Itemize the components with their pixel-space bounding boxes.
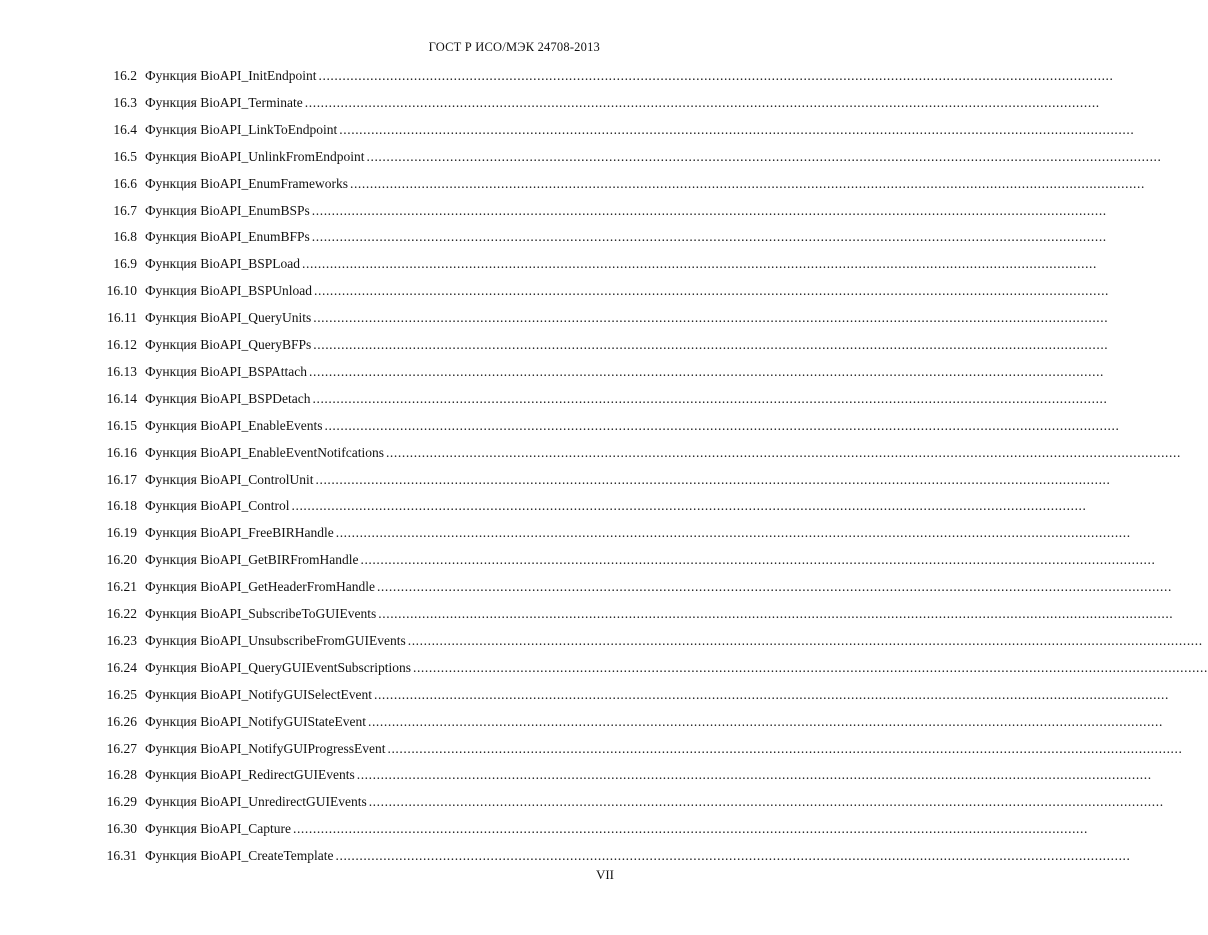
- toc-entry[interactable]: [0, 121, 1135, 144]
- toc-entry-title: Функция BioAPI_EnableEventNotifcations: [145, 444, 384, 460]
- toc-entry[interactable]: [0, 444, 1181, 467]
- toc-entry-number: 16.21: [106, 579, 137, 595]
- toc-entry-number: 16.17: [106, 471, 137, 487]
- toc-entry-title: Функция BioAPI_BSPDetach: [145, 390, 311, 406]
- toc-entry[interactable]: [0, 337, 1109, 359]
- toc-entry[interactable]: [0, 794, 1164, 816]
- toc-dot-leader: ........................................................................................................................................................................................................: [385, 444, 1181, 460]
- toc-entry-title: Функция BioAPI_BSPLoad: [145, 256, 300, 272]
- toc-entry-number: 16.4: [113, 121, 137, 137]
- toc-entry-title: Функция BioAPI_SubscribeToGUIEvents: [145, 606, 377, 621]
- toc-entry[interactable]: [0, 552, 1156, 574]
- toc-entry-title: Функция BioAPI_EnumBFPs: [145, 229, 310, 245]
- toc-entry-title: Функция BioAPI_QueryBFPs: [145, 337, 312, 352]
- toc-entry[interactable]: [0, 417, 1120, 440]
- toc-entry-number: 16.16: [106, 444, 137, 460]
- toc-entry-title: Функция BioAPI_QueryUnits: [145, 310, 312, 326]
- toc-entry-number: 16.24: [106, 659, 137, 675]
- toc-entry-title: Функция BioAPI_NotifyGUISelectEvent: [145, 686, 372, 702]
- toc-entry[interactable]: [0, 498, 1087, 520]
- toc-dot-leader: ........................................................................................................................................................................................................: [366, 148, 1162, 164]
- toc-entry-number: 16.12: [106, 337, 137, 352]
- toc-entry-title: Функция BioAPI_NotifyGUIStateEvent: [145, 713, 366, 729]
- toc-entry-number: 16.11: [107, 310, 137, 326]
- toc-entry-number: 16.7: [113, 202, 137, 218]
- toc-entry[interactable]: [0, 363, 1105, 386]
- document-standard-header: ГОСТ Р ИСО/МЭК 24708-2013: [428, 40, 600, 54]
- toc-entry-number: 16.20: [106, 552, 137, 568]
- toc-entry-title: Функция BioAPI_EnumBSPs: [145, 202, 310, 218]
- toc-entry[interactable]: [0, 606, 1174, 628]
- toc-entry-title: Функция BioAPI_LinkToEndpoint: [145, 121, 338, 137]
- toc-entry-title: Функция BioAPI_EnumFrameworks: [145, 175, 348, 191]
- toc-dot-leader: ........................................................................................................................................................................................................: [367, 713, 1163, 729]
- toc-dot-leader: ........................................................................................................................................................................................................: [324, 417, 1120, 433]
- toc-entry-number: 16.28: [106, 767, 137, 783]
- toc-dot-leader: ........................................................................................................................................................................................................: [312, 390, 1108, 406]
- toc-entry-number: 16.5: [113, 148, 137, 164]
- toc-dot-leader: ........................................................................................................................................................................................................: [311, 202, 1107, 218]
- toc-dot-leader: ........................................................................................................................................................................................................: [412, 659, 1208, 675]
- toc-entry-title: Функция BioAPI_QueryGUIEventSubscriptions: [145, 659, 411, 675]
- toc-entry-title: Функция BioAPI_EnableEvents: [145, 417, 323, 433]
- toc-dot-leader: ........................................................................................................................................................................................................: [313, 337, 1109, 352]
- toc-entry[interactable]: [0, 68, 1114, 90]
- toc-entry[interactable]: [0, 310, 1109, 332]
- toc-entry-number: 16.29: [106, 794, 137, 810]
- toc-entry[interactable]: [0, 148, 1162, 171]
- toc-dot-leader: ........................................................................................................................................................................................................: [339, 121, 1135, 137]
- toc-entry-title: Функция BioAPI_BSPAttach: [145, 363, 308, 379]
- toc-entry-number: 16.22: [106, 606, 137, 621]
- toc-dot-leader: ........................................................................................................................................................................................................: [318, 68, 1114, 83]
- toc-entry-number: 16.30: [106, 821, 137, 837]
- toc-entry[interactable]: [0, 686, 1169, 709]
- toc-entry-title: Функция BioAPI_FreeBIRHandle: [145, 525, 334, 541]
- toc-entry-title: Функция BioAPI_Capture: [145, 821, 291, 837]
- toc-entry[interactable]: [0, 713, 1163, 736]
- toc-dot-leader: ........................................................................................................................................................................................................: [360, 552, 1156, 568]
- toc-entry[interactable]: [0, 848, 1131, 870]
- toc-entry[interactable]: [0, 390, 1108, 413]
- toc-entry-number: 16.15: [106, 417, 137, 433]
- toc-entry-number: 16.8: [113, 229, 137, 245]
- toc-entry[interactable]: [0, 229, 1107, 251]
- toc-dot-leader: ........................................................................................................................................................................................................: [378, 606, 1174, 621]
- toc-entry-number: 16.26: [106, 713, 137, 729]
- toc-dot-leader: ........................................................................................................................................................................................................: [304, 94, 1100, 110]
- toc-entry-number: 16.23: [106, 632, 137, 648]
- toc-entry[interactable]: [0, 202, 1107, 225]
- toc-entry-number: 16.9: [113, 256, 137, 272]
- toc-entry[interactable]: [0, 659, 1208, 682]
- toc-entry-number: 16.10: [106, 283, 137, 299]
- toc-entry[interactable]: [0, 767, 1152, 789]
- toc-dot-leader: ........................................................................................................................................................................................................: [373, 686, 1169, 702]
- toc-entry-title: Функция BioAPI_InitEndpoint: [145, 68, 317, 83]
- toc-dot-leader: ........................................................................................................................................................................................................: [349, 175, 1145, 191]
- toc-dot-leader: ........................................................................................................................................................................................................: [314, 283, 1110, 299]
- toc-dot-leader: ........................................................................................................................................................................................................: [335, 525, 1131, 541]
- toc-entry[interactable]: [0, 740, 1183, 763]
- toc-dot-leader: ........................................................................................................................................................................................................: [302, 256, 1097, 272]
- toc-dot-leader: ........................................................................................................................................................................................................: [292, 821, 1088, 837]
- toc-dot-leader: ........................................................................................................................................................................................................: [356, 767, 1152, 783]
- toc-dot-leader: ........................................................................................................................................................................................................: [335, 848, 1131, 864]
- toc-entry-title: Функция BioAPI_RedirectGUIEvents: [145, 767, 355, 783]
- toc-entry[interactable]: [0, 94, 1100, 117]
- toc-dot-leader: ........................................................................................................................................................................................................: [407, 632, 1203, 648]
- toc-entry-number: 16.25: [106, 686, 137, 702]
- toc-entry-title: Функция BioAPI_UnredirectGUIEvents: [145, 794, 367, 810]
- toc-entry-title: Функция BioAPI_CreateTemplate: [145, 848, 334, 864]
- toc-entry-number: 16.27: [106, 740, 137, 756]
- toc-entry[interactable]: [0, 175, 1145, 198]
- toc-entry-number: 16.3: [113, 94, 137, 110]
- toc-entry-number: 16.2: [113, 68, 137, 83]
- toc-entry-number: 16.18: [106, 498, 137, 514]
- toc-entry-title: Функция BioAPI_BSPUnload: [145, 283, 313, 299]
- toc-entry-title: Функция BioAPI_Terminate: [145, 94, 303, 110]
- page-number: VII: [595, 867, 614, 882]
- toc-entry[interactable]: [0, 471, 1111, 494]
- toc-entry-title: Функция BioAPI_ControlUnit: [145, 471, 314, 487]
- toc-dot-leader: ........................................................................................................................................................................................................: [291, 498, 1087, 514]
- toc-entry[interactable]: [0, 821, 1088, 843]
- toc-entry-title: Функция BioAPI_GetBIRFromHandle: [145, 552, 359, 568]
- toc-dot-leader: ........................................................................................................................................................................................................: [309, 363, 1105, 379]
- toc-entry-number: 16.6: [113, 175, 137, 191]
- toc-dot-leader: ........................................................................................................................................................................................................: [387, 740, 1183, 756]
- toc-entry[interactable]: [0, 256, 1097, 278]
- toc-entry[interactable]: [0, 283, 1110, 305]
- toc-entry-title: Функция BioAPI_UnlinkFromEndpoint: [145, 148, 365, 164]
- toc-entry-number: 16.14: [106, 390, 137, 406]
- toc-dot-leader: ........................................................................................................................................................................................................: [313, 310, 1109, 326]
- toc-entry-title: Функция BioAPI_GetHeaderFromHandle: [145, 579, 375, 595]
- toc-entry-title: Функция BioAPI_NotifyGUIProgressEvent: [145, 740, 386, 756]
- toc-entry[interactable]: [0, 525, 1131, 547]
- toc-entry-title: Функция BioAPI_UnsubscribeFromGUIEvents: [145, 632, 406, 648]
- toc-entry-title: Функция BioAPI_Control: [145, 498, 290, 514]
- toc-entry[interactable]: [0, 632, 1203, 655]
- toc-dot-leader: ........................................................................................................................................................................................................: [311, 229, 1107, 245]
- toc-dot-leader: ........................................................................................................................................................................................................: [368, 794, 1164, 810]
- toc-entry-number: 16.13: [106, 363, 137, 379]
- toc-entry-number: 16.19: [106, 525, 137, 541]
- toc-dot-leader: ........................................................................................................................................................................................................: [376, 579, 1172, 595]
- toc-entry-number: 16.31: [106, 848, 137, 864]
- toc-dot-leader: ........................................................................................................................................................................................................: [315, 471, 1111, 487]
- toc-entry[interactable]: [0, 579, 1172, 601]
